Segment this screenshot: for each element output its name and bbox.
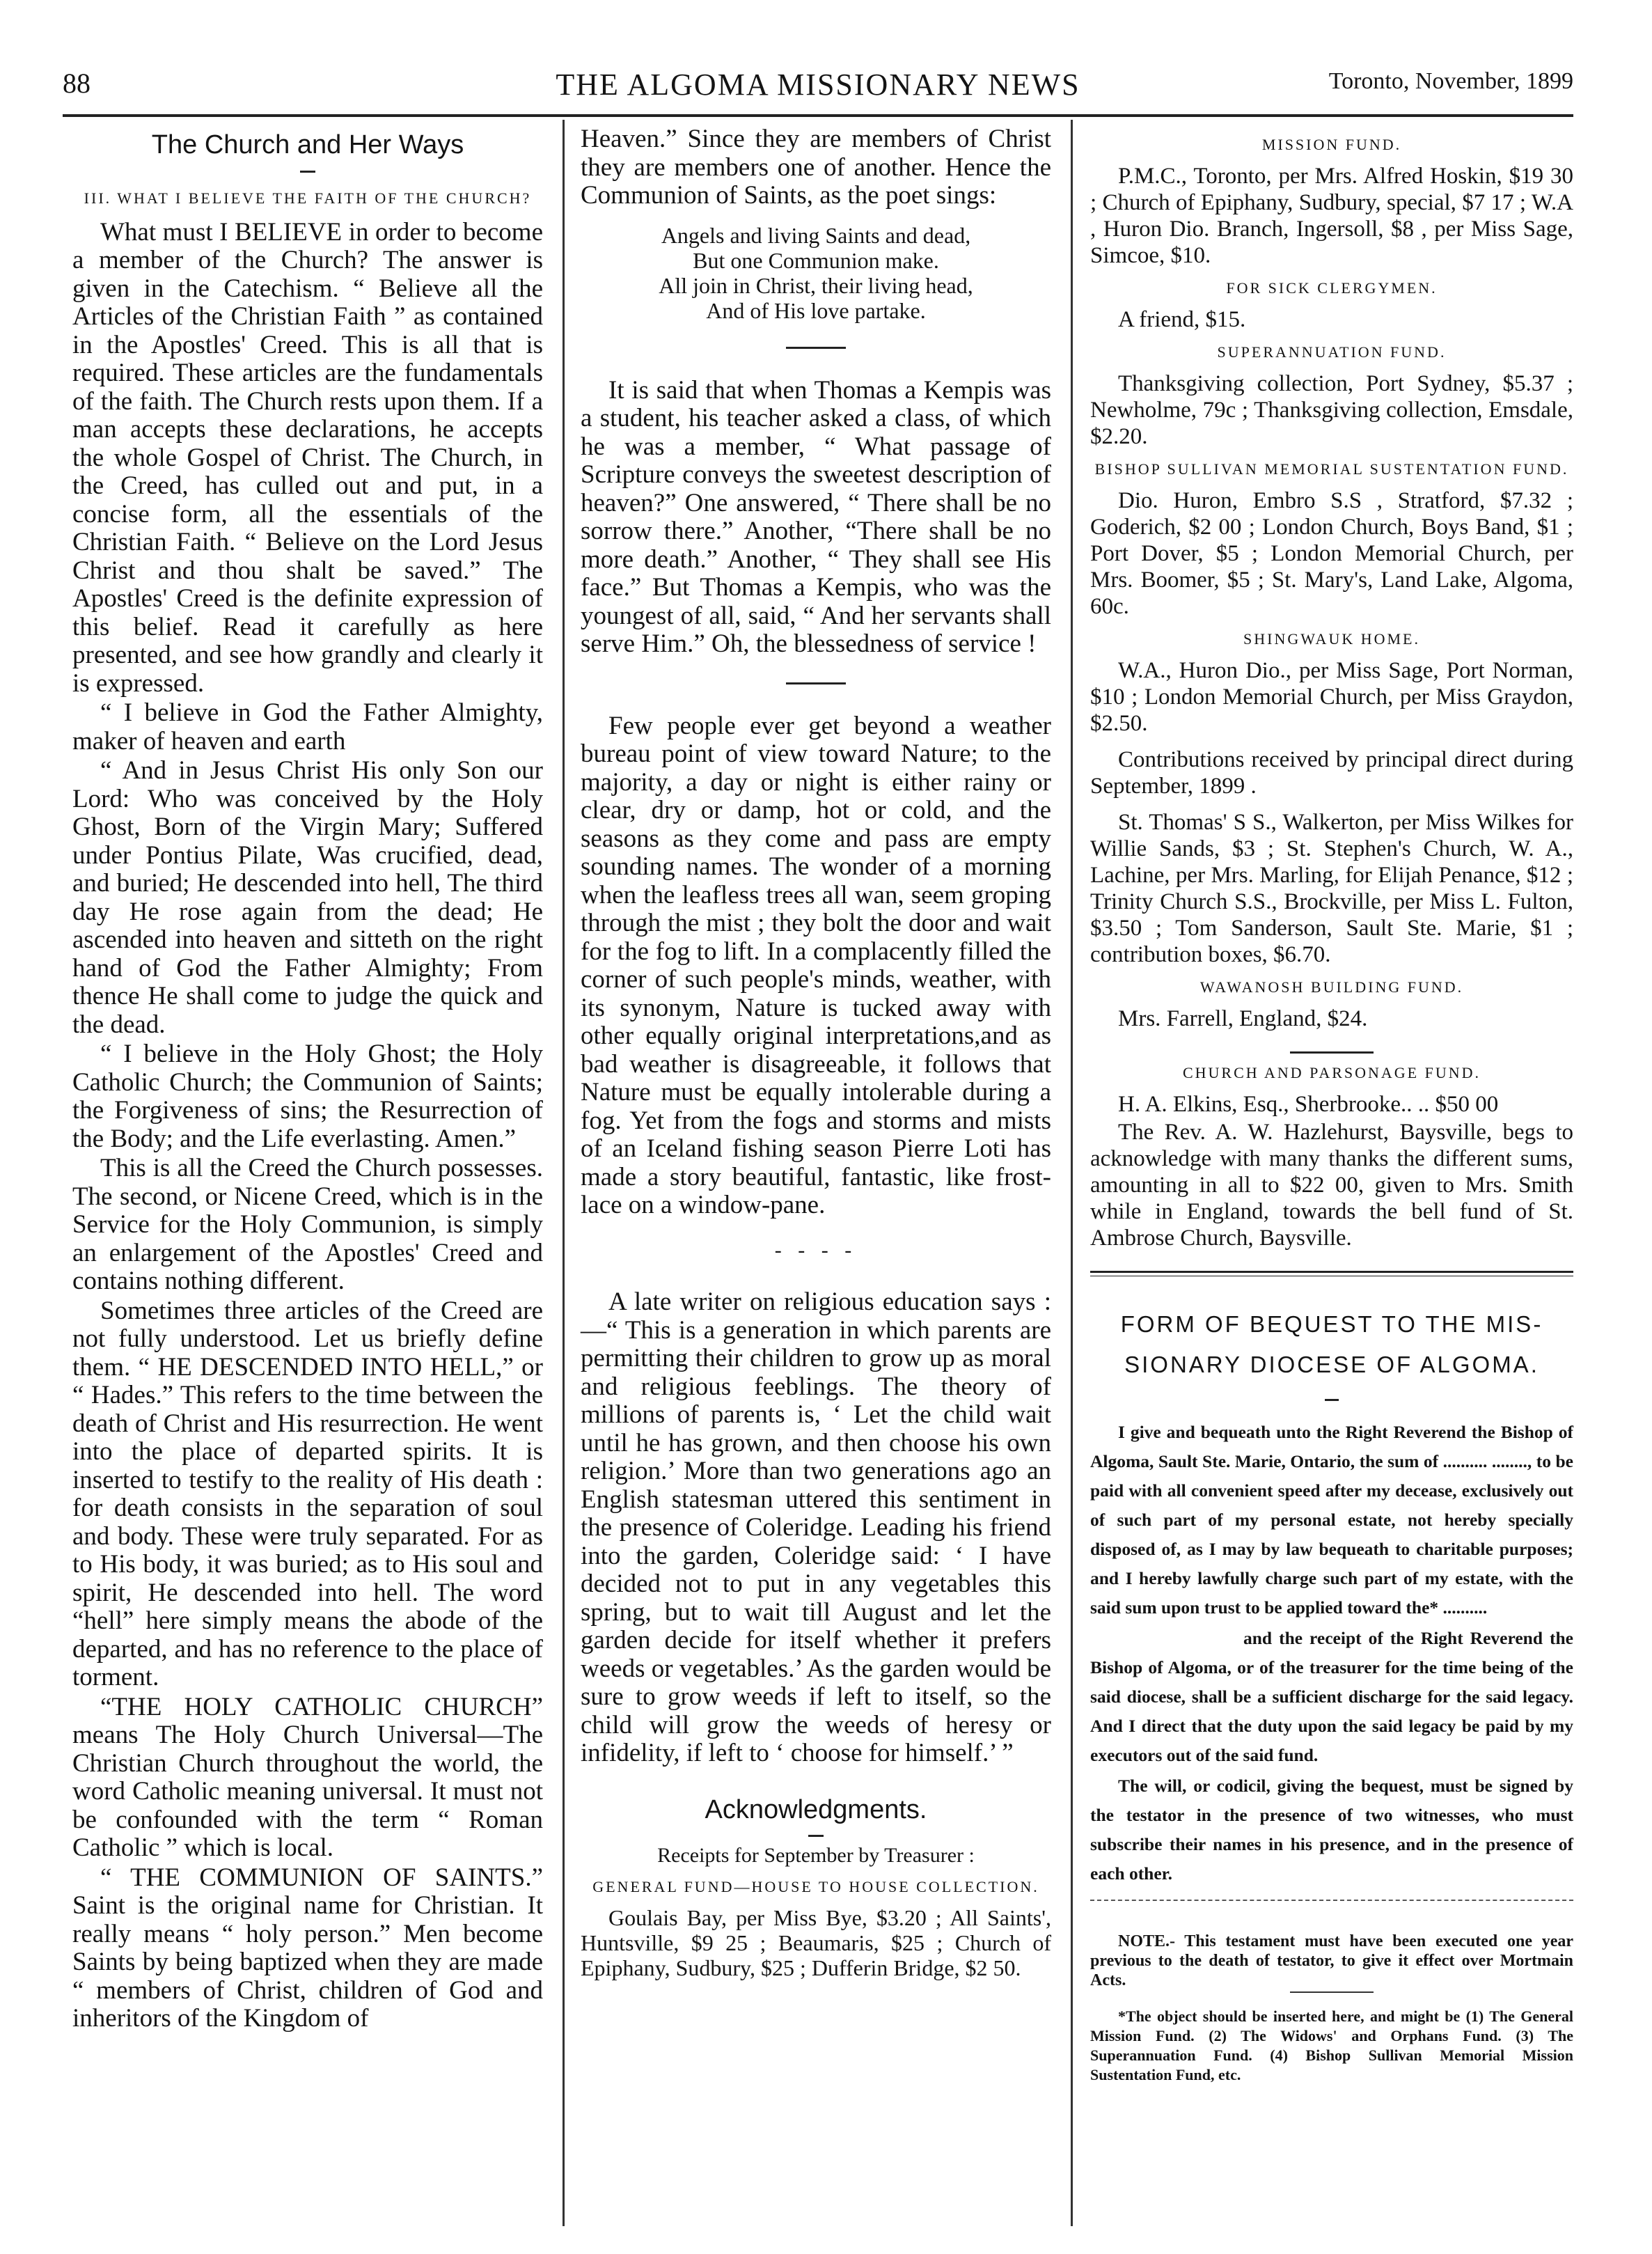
paragraph: Sometimes three articles of the Creed are not fully understood. Let us briefly define them. “ HE DESCENDED INTO HELL,” or “ Hades.” This refers to the time between the death of Christ and His resurrection. He went into the place of departed spirits. It is inserted to testify to the reality of His death : for death consists in the separation of soul and body. These were truly separated. For as to His body, it was buried; as to His soul and spirit, He descended into hell. The word “hell” here simply means the abode of the departed, and has no reference to the place of torment. [72, 1296, 543, 1691]
paragraph-religious: A late writer on religious education says :—“ This is a generation in which parents are permitting their children to grow up as moral and religious feeblings. The theory of millions of parents is, ‘ Let the child wait until he has grown, and then choose his own religion.’ More than two generations ago an English statesman uttered this sentiment in the presence of Coleridge. Leading his friend into the garden, Coleridge said: ‘ I have decided not to put in any vegetables this spring, but to wait till August and let the garden decide for itself whether it prefers weeds or vegetables.’ As the garden would be sure to grow weeds if left to itself, so the child will grow the weeds of heresy or infidelity, if left to ‘ choose for himself.’ ” [581, 1288, 1051, 1767]
paragraph-weather: Few people ever get beyond a weather bureau point of view toward Nature; to the majority, a day or night is either rainy or clear, dry or damp, hot or cold, and the seasons as they come and pass are empty sounding names. The wonder of a morning when the leafless trees all wan, seem groping through the mist ; they bolt the door and wait for the fog to lift. In a complacently filled the corner of such people's minds, weather, with its synonym, Nature is tucked away with other equally original interpretations,and as bad weather is disagreeable, it follows that Nature must be equally intolerable during a fog. Yet from the fogs and storms and mists of an Iceland fishing season Pierre Loti has made a story beautiful, fantastic, like frost-lace on a window-pane. [581, 711, 1051, 1219]
bequest-title-line: SIONARY DIOCESE OF ALGOMA. [1124, 1352, 1539, 1377]
dashed-rule [1090, 1900, 1573, 1901]
fund-heading: FOR SICK CLERGYMEN. [1226, 279, 1438, 297]
paragraph: “ I believe in the Holy Ghost; the Holy Catholic Church; the Communion of Saints; the Forgiveness of sins; the Resurrection of the Body; and the Life everlasting. Amen.” [72, 1040, 543, 1153]
paragraph: Heaven.” Since they are members of Christ they are members one of another. Hence the Communion of Saints, as the poet sings: [581, 125, 1051, 210]
note-text: NOTE.- This testament must have been executed one year previous to the death of testator, to give it effect over Mortmain Acts. [1090, 1932, 1573, 1989]
paragraph: This is all the Creed the Church possesses. The second, or Nicene Creed, which is in the Service for the Holy Communion, is simply an enlargement of the Apostles' Creed and contains nothing different. [72, 1154, 543, 1295]
fund-heading: MISSION FUND. [1261, 136, 1402, 153]
footnote-rule [1290, 1991, 1374, 1993]
paragraph: “THE HOLY CATHOLIC CHURCH” means The Holy Church Universal—The Christian Church throughout the world, the word Catholic meaning universal. It must not be confounded with the term “ Roman Catholic ” which is local. [72, 1692, 543, 1862]
paragraph: “ I believe in God the Father Almighty, maker of heaven and earth [72, 698, 543, 756]
fund-entry: H. A. Elkins, Esq., Sherbrooke.. .. $50 00 [1118, 1092, 1499, 1117]
fund-entry: P.M.C., Toronto, per Mrs. Alfred Hoskin, $19 30 ; Church of Epiphany, Sudbury, special, $7 17 ; W.A , Huron Dio. Branch, Ingersoll, $8 , per Miss Sage, Simcoe, $10. [1090, 164, 1573, 268]
double-rule [1090, 1271, 1573, 1276]
bequest-text: and the receipt of the Right Reverend the Bishop of Algoma, or of the treasurer for the time being of the said diocese, shall be a sufficient discharge for the said legacy. And I direct that the duty upon the said legacy be paid by my executors out of the said fund. [1090, 1628, 1573, 1765]
verse [581, 223, 1051, 323]
section-rule [1290, 1051, 1374, 1054]
header-rule [63, 114, 1573, 117]
fund-heading: CHURCH AND PARSONAGE FUND. [1182, 1064, 1481, 1081]
fund-entry: St. Thomas' S S., Walkerton, per Miss Wilkes for Willie Sands, $3 ; St. Stephen's Church, W. A., Lachine, per Mrs. Marling, for Elijah Penance, $12 ; Trinity Church S.S., Brockville, per Miss L. Fulton, $3.50 ; Tom Sanderson, Sault Ste. Marie, $1 ; contribution boxes, $6.70. [1090, 810, 1573, 967]
fund-heading: SUPERANNUATION FUND. [1217, 343, 1447, 361]
fund-heading: GENERAL FUND—HOUSE TO HOUSE COLLECTION. [592, 1878, 1039, 1895]
paragraph: “ And in Jesus Christ His only Son our Lord: Who was conceived by the Holy Ghost, Born of the Virgin Mary; Suffered under Pontius Pilate, Was crucified, dead, and buried; He descended into hell, The third day He rose again from the dead; He ascended into heaven and sitteth on the right hand of God the Father Almighty; From thence He shall come to judge the quick and the dead. [72, 756, 543, 1039]
verse-line: All join in Christ, their living head, [659, 272, 973, 298]
paragraph: What must I BELIEVE in order to become a member of the Church? The answer is given in the Catechism. “ Believe all the Articles of the Christian Faith ” as contained in the Apostles' Creed. This is all that is required. These articles are the fundamentals of the faith. The Church rests upon them. If a man accepts these declarations, he accepts the whole Gospel of Christ. The Church, in the Creed, has culled out and put, in a concise form, all the essentials of the Christian Faith. “ Believe on the Lord Jesus Christ and thou shalt be saved.” The Apostles' Creed is the definite expression of this belief. Read it carefully as here presented, and see how grandly and clearly it is expressed. [72, 217, 543, 698]
receipts-line: Receipts for September by Treasurer : [657, 1844, 975, 1867]
section-rule [786, 347, 846, 349]
page-header [63, 67, 1573, 111]
fund-heading: SHINGWAUK HOME. [1243, 630, 1420, 648]
column-1 [72, 125, 543, 2035]
masthead: THE ALGOMA MISSIONARY NEWS [556, 68, 1080, 102]
verse-line: But one Communion make. [693, 247, 939, 273]
fund-entry: Contributions received by principal direct during September, 1899 . [1090, 747, 1573, 799]
column-3 [1090, 125, 1573, 2086]
hazlehurst-note: The Rev. A. W. Hazlehurst, Baysville, begs to acknowledge with many thanks the different sums, amounting in all to $22 00, given to Mrs. Smith while in England, towards the bell fund of St. Ambrose Church, Baysville. [1090, 1120, 1573, 1251]
dateline: Toronto, November, 1899 [1328, 68, 1573, 94]
column-2 [581, 125, 1051, 1982]
fund-entry: Mrs. Farrell, England, $24. [1118, 1006, 1368, 1031]
title-dash [300, 171, 315, 173]
article-subtitle: III. WHAT I BELIEVE THE FAITH OF THE CHURCH? [84, 189, 532, 207]
verse-line: Angels and living Saints and dead, [661, 222, 971, 248]
bequest-title [1090, 1304, 1573, 1385]
bequest-text: I give and bequeath unto the Right Reverend the Bishop of Algoma, Sault Ste. Marie, Ontario, the sum of .......... ........, to be paid with all convenient speed after my decease, exclusively out of such part of my personal estate, not hereby specially disposed of, as I may by law bequeath to charitable purposes; and I hereby lawfully charge such part of my estate, with the said sum upon trust to be applied toward the* .......... [1090, 1422, 1573, 1618]
paragraph: “ THE COMMUNION OF SAINTS.” Saint is the original name for Christian. It really means “ holy person.” Men become Saints by being baptized when they are made “ members of Christ, children of God and inheritors of the Kingdom of [72, 1863, 543, 2033]
title-dash [808, 1835, 824, 1837]
bequest-title-line: FORM OF BEQUEST TO THE MIS- [1120, 1311, 1543, 1337]
verse-line: And of His love partake. [706, 297, 926, 323]
dash-separator: - - - - [774, 1238, 858, 1262]
section-rule [786, 682, 846, 684]
acknowledgments-title: Acknowledgments. [705, 1794, 927, 1824]
column-rule-2 [1071, 120, 1073, 2226]
fund-entry: W.A., Huron Dio., per Miss Sage, Port Norman, $10 ; London Memorial Church, per Miss Graydon, $2.50. [1090, 658, 1573, 736]
fund-entry: Dio. Huron, Embro S.S , Stratford, $7.32 ; Goderich, $2 00 ; London Church, Boys Band, $1 ; Port Dover, $5 ; London Memorial Church, per Mrs. Boomer, $5 ; St. Mary's, Land Lake, Algoma, 60c. [1090, 488, 1573, 619]
footnote-text: *The object should be inserted here, and might be (1) The General Mission Fund. (2) The Widows' and Orphans Fund. (3) The Superannuation Fund. (4) Bishop Sullivan Memorial Mission Sustentation Fund, etc. [1090, 2008, 1573, 2083]
fund-entry: A friend, $15. [1118, 307, 1246, 332]
fund-heading: WAWANOSH BUILDING FUND. [1199, 978, 1464, 996]
bequest-text: The will, or codicil, giving the bequest, must be signed by the testator in the presence of two witnesses, who must subscribe their names in his presence, and in the presence of each other. [1090, 1776, 1573, 1884]
acknowledgment-entry: Goulais Bay, per Miss Bye, $3.20 ; All Saints', Huntsville, $9 25 ; Beaumaris, $25 ; Church of Epiphany, Sudbury, $25 ; Dufferin Bridge, $2 50. [581, 1905, 1051, 1980]
column-rule-1 [563, 120, 565, 2226]
title-dash [1325, 1399, 1339, 1401]
article-title: The Church and Her Ways [151, 130, 464, 159]
fund-heading: BISHOP SULLIVAN MEMORIAL SUSTENTATION FUND. [1094, 460, 1569, 478]
page-number: 88 [63, 68, 91, 99]
paragraph-kempis: It is said that when Thomas a Kempis was a student, his teacher asked a class, of which he was a member, “ What passage of Scripture conveys the sweetest description of heaven?” One answered, “ There shall be no sorrow there.” Another, “There shall be no more death.” Another, “ They shall see His face.” But Thomas a Kempis, who was the youngest of all, said, “ And her servants shall serve Him.” Oh, the blessedness of service ! [581, 375, 1051, 658]
fund-entry: Thanksgiving collection, Port Sydney, $5.37 ; Newholme, 79c ; Thanksgiving collection, Emsdale, $2.20. [1090, 371, 1573, 449]
